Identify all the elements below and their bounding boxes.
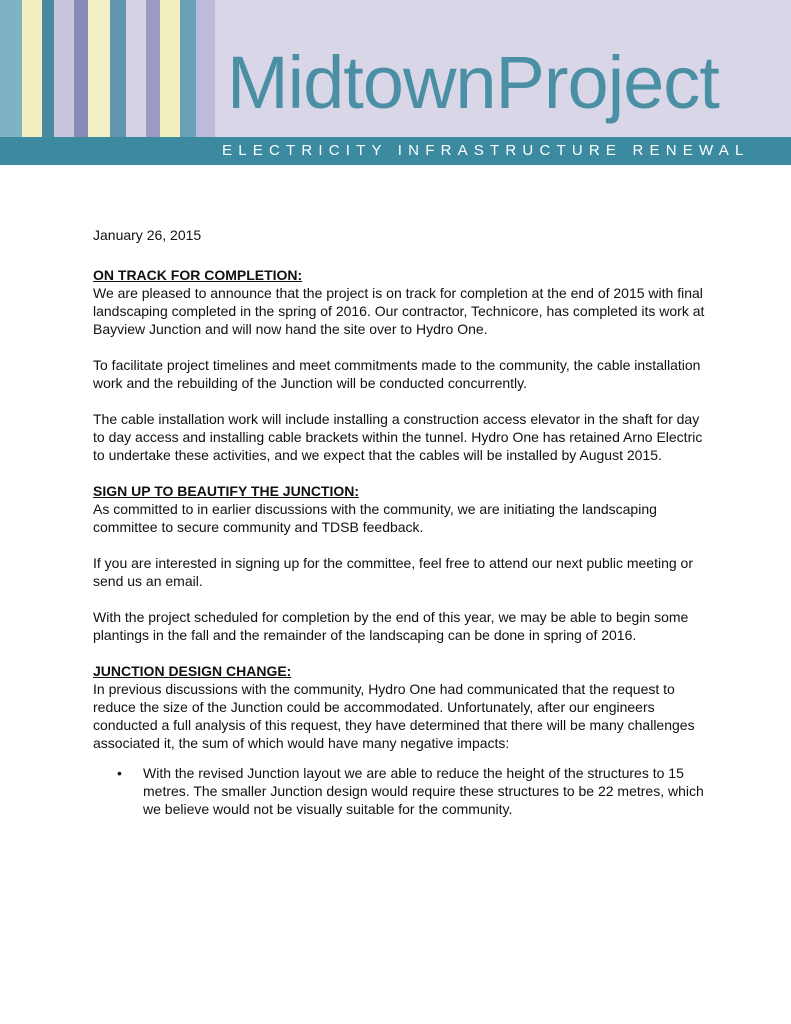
stripe xyxy=(126,0,146,137)
stripe xyxy=(22,0,42,137)
paragraph: To facilitate project timelines and meet commitments made to the community, the cable installation work and the rebuilding of the Junction will be conducted concurrently. xyxy=(93,357,701,391)
letterhead xyxy=(0,0,791,137)
stripe xyxy=(0,0,22,137)
letter-body xyxy=(93,226,713,818)
section-heading: JUNCTION DESIGN CHANGE: xyxy=(93,663,292,679)
subtitle-band xyxy=(0,137,791,165)
stripe xyxy=(54,0,74,137)
letter-date: January 26, 2015 xyxy=(93,227,202,243)
paragraph: The cable installation work will include installing a construction access elevator in the shaft for day to day access and installing cable brackets within the tunnel. Hydro One has retained Arno Electric to undertake these activities, and we expect that the cables will be installed by August 2015. xyxy=(93,411,703,463)
section-heading: ON TRACK FOR COMPLETION: xyxy=(93,267,303,283)
decorative-stripes xyxy=(0,0,215,137)
section-beautify xyxy=(93,482,713,644)
paragraph: If you are interested in signing up for the committee, feel free to attend our next public meeting or send us an email. xyxy=(93,555,694,589)
paragraph: With the project scheduled for completion by the end of this year, we may be able to begin some plantings in the fall and the remainder of the landscaping can be done in spring of 2016. xyxy=(93,609,689,643)
section-on-track xyxy=(93,266,713,464)
bullet-list xyxy=(93,764,713,818)
project-title: MidtownProject xyxy=(227,41,719,124)
paragraph: We are pleased to announce that the project is on track for completion at the end of 2015 with final landscaping completed in the spring of 2016. Our contractor, Technicore, has completed its work at Bayview Junction and will now hand the site over to Hydro One. xyxy=(93,285,705,337)
paragraph: As committed to in earlier discussions with the community, we are initiating the landscaping committee to secure community and TDSB feedback. xyxy=(93,501,657,535)
section-design-change xyxy=(93,662,713,818)
stripe xyxy=(74,0,88,137)
stripe xyxy=(160,0,180,137)
stripe xyxy=(180,0,196,137)
list-item xyxy=(93,764,713,818)
stripe xyxy=(42,0,54,137)
bullet-icon: • xyxy=(117,765,122,781)
stripe xyxy=(110,0,126,137)
stripe xyxy=(88,0,110,137)
paragraph: In previous discussions with the community, Hydro One had communicated that the request to reduce the size of the Junction could be accommodated. Unfortunately, after our engineers conducted a full analysis of this request, they have determined that there will be many challenges associated it, the sum of which would have many negative impacts: xyxy=(93,681,695,751)
project-subtitle: ELECTRICITY INFRASTRUCTURE RENEWAL xyxy=(222,142,750,159)
stripe xyxy=(196,0,215,137)
stripe xyxy=(146,0,160,137)
section-heading: SIGN UP TO BEAUTIFY THE JUNCTION: xyxy=(93,483,360,499)
list-item-text: With the revised Junction layout we are able to reduce the height of the structures to 15 metres. The smaller Junction design would require these structures to be 22 metres, which we believe would not be visually suitable for the community. xyxy=(143,765,704,817)
